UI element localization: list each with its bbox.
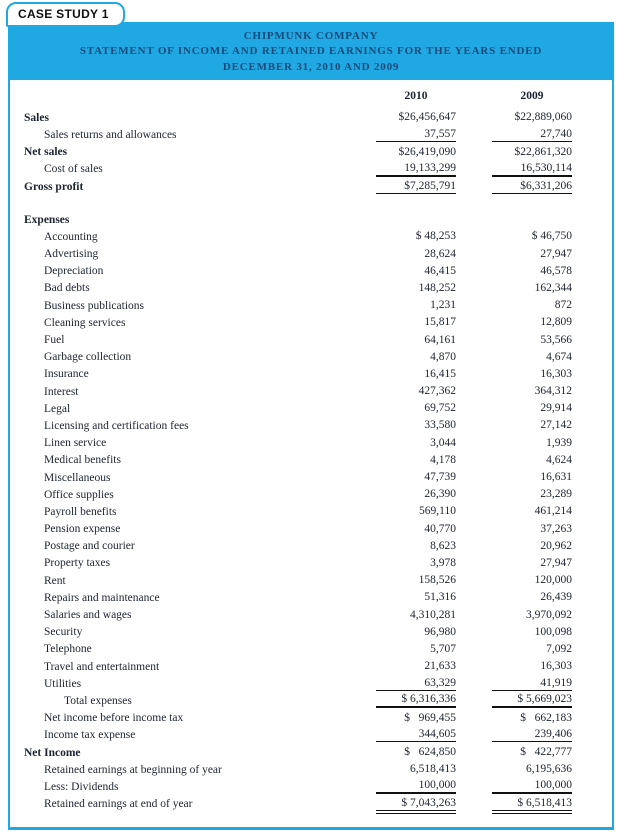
- financial-statement: [8, 22, 614, 830]
- statement-row: [10, 624, 612, 641]
- row-label: Legal: [44, 402, 71, 415]
- value-2009: $22,889,060: [514, 111, 572, 124]
- statement-body: [10, 80, 612, 813]
- value-2010: 47,739: [424, 471, 456, 484]
- statement-row: [10, 366, 612, 383]
- value-2010: 5,707: [430, 642, 456, 655]
- statement-rows: [10, 109, 612, 813]
- value-2009: 100,098: [534, 625, 572, 638]
- row-label: Business publications: [44, 299, 144, 312]
- value-2010: 6,518,413: [410, 763, 456, 776]
- value-2010: $7,285,791: [376, 180, 456, 194]
- statement-row: [10, 331, 612, 348]
- statement-row: [10, 400, 612, 417]
- statement-row: [10, 452, 612, 469]
- statement-row: [10, 796, 612, 813]
- statement-row: [10, 178, 612, 195]
- value-2010: $ 624,850: [404, 746, 456, 759]
- statement-row: [10, 314, 612, 331]
- value-2010: 427,362: [418, 385, 456, 398]
- value-2009: 26,439: [540, 591, 572, 604]
- value-2010: 63,329: [376, 677, 456, 691]
- value-2009: 239,406: [492, 728, 572, 742]
- value-2009: 27,142: [540, 419, 572, 432]
- statement-row: [10, 211, 612, 228]
- row-label: Retained earnings at beginning of year: [44, 763, 222, 776]
- value-2010: $26,419,090: [398, 145, 456, 158]
- row-label: Income tax expense: [44, 729, 136, 742]
- row-label: Licensing and certification fees: [44, 419, 189, 432]
- column-header-2010: 2010: [404, 90, 428, 103]
- value-2010: 8,623: [430, 539, 456, 552]
- value-2009: 4,624: [546, 453, 572, 466]
- statement-row: [10, 109, 612, 126]
- value-2009: 872: [554, 299, 572, 312]
- value-2010: 4,870: [430, 350, 456, 363]
- value-2009: 162,344: [534, 281, 572, 294]
- statement-header-band: [10, 22, 612, 80]
- statement-period: DECEMBER 31, 2010 AND 2009: [222, 60, 400, 73]
- value-2010: 26,390: [424, 488, 456, 501]
- row-label: Property taxes: [44, 557, 111, 570]
- value-2010: 158,526: [418, 574, 456, 587]
- value-2010: 3,044: [430, 436, 456, 449]
- statement-row: [10, 744, 612, 761]
- row-label: Office supplies: [44, 488, 114, 501]
- value-2009: $ 46,750: [531, 230, 572, 243]
- statement-row: [10, 692, 612, 709]
- value-2009: 20,962: [540, 539, 572, 552]
- statement-row: [10, 383, 612, 400]
- value-2010: [376, 219, 456, 220]
- value-2009: 16,530,114: [492, 162, 572, 177]
- value-2010: 21,633: [424, 660, 456, 673]
- spacer-row: [10, 195, 612, 211]
- value-2010: $ 6,316,336: [376, 693, 456, 708]
- row-label: Net sales: [24, 146, 68, 159]
- row-label: Rent: [44, 574, 66, 587]
- row-label: Payroll benefits: [44, 505, 117, 518]
- value-2010: 33,580: [424, 419, 456, 432]
- value-2010: $ 7,043,263: [376, 797, 456, 811]
- value-2010: 344,605: [376, 728, 456, 742]
- row-label: Linen service: [44, 437, 107, 450]
- row-label: Cleaning services: [44, 316, 126, 329]
- row-label: Fuel: [44, 334, 65, 347]
- value-2009: 41,919: [492, 677, 572, 691]
- value-2009: 27,740: [492, 128, 572, 142]
- statement-row: [10, 727, 612, 744]
- value-2010: 569,110: [419, 505, 456, 518]
- statement-row: [10, 710, 612, 727]
- statement-row: [10, 521, 612, 538]
- value-2009: 461,214: [534, 505, 572, 518]
- statement-row: [10, 228, 612, 245]
- row-label: Security: [44, 626, 83, 639]
- value-2009: 364,312: [534, 385, 572, 398]
- statement-row: [10, 641, 612, 658]
- statement-row: [10, 297, 612, 314]
- statement-row: [10, 246, 612, 263]
- value-2010: $26,456,647: [398, 111, 456, 124]
- column-header-row: [10, 88, 612, 105]
- row-label: Gross profit: [24, 180, 84, 193]
- row-label: Miscellaneous: [44, 471, 111, 484]
- value-2009: 4,674: [546, 350, 572, 363]
- row-label: Salaries and wages: [44, 609, 132, 622]
- value-2009: 120,000: [534, 574, 572, 587]
- value-2009: 100,000: [492, 779, 572, 794]
- statement-row: [10, 761, 612, 778]
- value-2010: $ 48,253: [415, 230, 456, 243]
- statement-row: [10, 555, 612, 572]
- row-label: Cost of sales: [44, 163, 103, 176]
- value-2009: $22,861,320: [514, 145, 572, 158]
- value-2010: 1,231: [430, 299, 456, 312]
- row-label: Garbage collection: [44, 351, 132, 364]
- value-2010: 96,980: [424, 625, 456, 638]
- row-label: Net Income: [24, 746, 81, 759]
- value-2009: 16,631: [540, 471, 572, 484]
- statement-row: [10, 263, 612, 280]
- value-2010: 3,978: [430, 556, 456, 569]
- row-label: Advertising: [44, 248, 99, 261]
- row-label: Medical benefits: [44, 454, 121, 467]
- row-label: Sales returns and allowances: [44, 128, 177, 141]
- value-2010: 148,252: [418, 281, 456, 294]
- statement-row: [10, 606, 612, 623]
- statement-row: [10, 144, 612, 161]
- value-2010: 28,624: [424, 247, 456, 260]
- row-label: Pension expense: [44, 523, 121, 536]
- row-label: Net income before income tax: [44, 712, 184, 725]
- value-2009: [492, 219, 572, 220]
- column-header-2009: 2009: [520, 90, 544, 103]
- statement-row: [10, 161, 612, 178]
- statement-row: [10, 538, 612, 555]
- row-label: Travel and entertainment: [44, 660, 160, 673]
- value-2010: $ 969,455: [404, 711, 456, 724]
- row-label: Utilities: [44, 677, 82, 690]
- row-label: Telephone: [44, 643, 92, 656]
- value-2010: 51,316: [424, 591, 456, 604]
- value-2009: 16,303: [540, 660, 572, 673]
- value-2010: 69,752: [424, 402, 456, 415]
- value-2009: 16,303: [540, 367, 572, 380]
- statement-title: STATEMENT OF INCOME AND RETAINED EARNINGS FOR THE YEARS ENDED: [79, 45, 543, 58]
- row-label: Repairs and maintenance: [44, 591, 160, 604]
- value-2010: 40,770: [424, 522, 456, 535]
- value-2010: 4,310,281: [410, 608, 456, 621]
- row-label: Total expenses: [64, 694, 132, 707]
- row-label: Accounting: [44, 230, 98, 243]
- statement-row: [10, 486, 612, 503]
- value-2009: 29,914: [540, 402, 572, 415]
- value-2009: 37,263: [540, 522, 572, 535]
- value-2009: $ 6,518,413: [492, 797, 572, 811]
- value-2010: 15,817: [424, 316, 456, 329]
- row-label: Retained earnings at end of year: [44, 798, 193, 811]
- statement-row: [10, 469, 612, 486]
- statement-row: [10, 572, 612, 589]
- statement-row: [10, 349, 612, 366]
- case-study-label: CASE STUDY 1: [18, 7, 109, 21]
- value-2009: 23,289: [540, 488, 572, 501]
- statement-row: [10, 435, 612, 452]
- value-2010: 19,133,299: [376, 162, 456, 177]
- value-2010: 46,415: [424, 264, 456, 277]
- value-2009: 6,195,636: [526, 763, 572, 776]
- row-label: Expenses: [24, 213, 70, 226]
- row-label: Sales: [24, 111, 49, 124]
- value-2009: 27,947: [540, 556, 572, 569]
- value-2009: $ 5,669,023: [492, 693, 572, 708]
- row-label: Depreciation: [44, 265, 104, 278]
- value-2009: 12,809: [540, 316, 572, 329]
- value-2009: 27,947: [540, 247, 572, 260]
- value-2010: 4,178: [430, 453, 456, 466]
- statement-row: [10, 280, 612, 297]
- row-label: Bad debts: [44, 282, 90, 295]
- company-name: CHIPMUNK COMPANY: [243, 29, 379, 42]
- value-2009: 7,092: [546, 642, 572, 655]
- row-label: Postage and courier: [44, 540, 135, 553]
- statement-row: [10, 675, 612, 692]
- value-2009: 1,939: [546, 436, 572, 449]
- row-label: Insurance: [44, 368, 89, 381]
- value-2010: 37,557: [376, 128, 456, 142]
- value-2009: 3,970,092: [526, 608, 572, 621]
- value-2009: $ 422,777: [520, 746, 572, 759]
- statement-row: [10, 503, 612, 520]
- statement-row: [10, 589, 612, 606]
- value-2009: 53,566: [540, 333, 572, 346]
- value-2010: 100,000: [376, 779, 456, 794]
- value-2009: $6,331,206: [492, 180, 572, 194]
- statement-row: [10, 658, 612, 675]
- statement-row: [10, 778, 612, 795]
- row-label: Less: Dividends: [44, 780, 119, 793]
- statement-row: [10, 126, 612, 143]
- statement-row: [10, 417, 612, 434]
- value-2010: 64,161: [424, 333, 456, 346]
- value-2009: $ 662,183: [520, 711, 572, 724]
- value-2009: 46,578: [540, 264, 572, 277]
- row-label: Interest: [44, 385, 79, 398]
- case-study-tab: [6, 2, 125, 27]
- value-2010: 16,415: [424, 367, 456, 380]
